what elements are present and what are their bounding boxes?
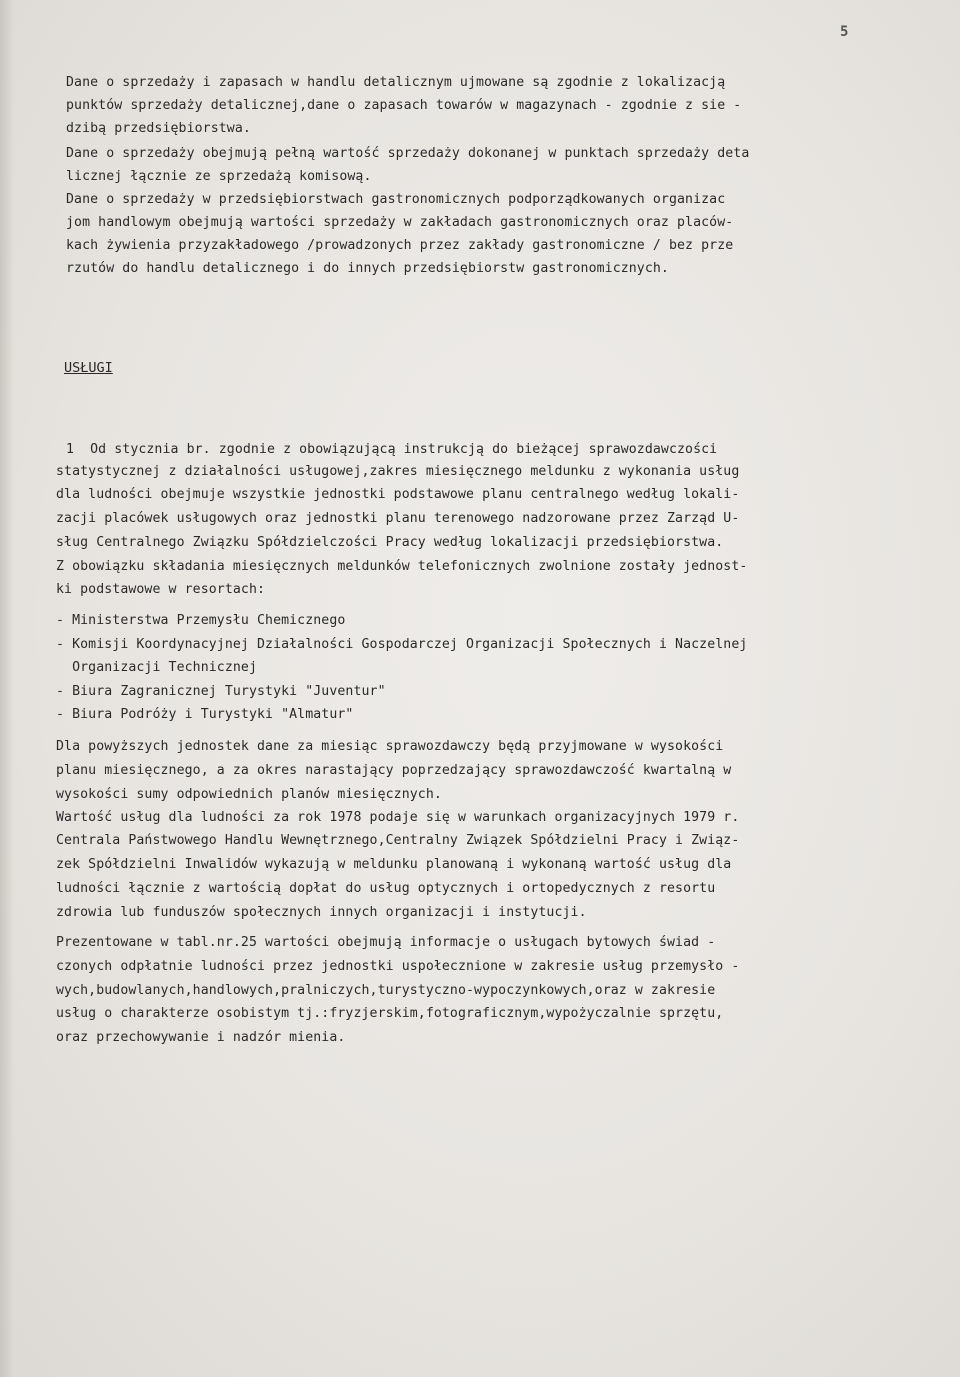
list-item: Organizacji Technicznej — [56, 660, 257, 675]
text-line: usług o charakterze osobistym tj.:fryzjerskim,fotograficznym,wypożyczalnie sprzętu, — [56, 1006, 724, 1021]
text-line: Prezentowane w tabl.nr.25 wartości obejmują informacje o usługach bytowych świad - — [56, 935, 716, 950]
text-line: Centrala Państwowego Handlu Wewnętrznego,Centralny Związek Spółdzielni Pracy i Związ- — [56, 833, 740, 848]
text-line: Dane o sprzedaży i zapasach w handlu detalicznym ujmowane są zgodnie z lokalizacją — [66, 75, 726, 90]
text-line: Z obowiązku składania miesięcznych meldunków telefonicznych zwolnione zostały jednost- — [56, 559, 748, 574]
text-line: punktów sprzedaży detalicznej,dane o zapasach towarów w magazynach - zgodnie z sie - — [66, 98, 742, 113]
text-line: czonych odpłatnie ludności przez jednostki uspołecznione w zakresie usług przemysło - — [56, 959, 740, 974]
text-line: wych,budowlanych,handlowych,pralniczych,turystyczno-wypoczynkowych,oraz w zakresie — [56, 983, 716, 998]
text-line: Dane o sprzedaży w przedsiębiorstwach gastronomicznych podporządkowanych organizac — [66, 192, 726, 207]
list-item: - Biura Zagranicznej Turystyki "Juventur" — [56, 684, 386, 699]
text-line: statystycznej z działalności usługowej,zakres miesięcznego meldunku z wykonania usług — [56, 464, 740, 479]
text-line: wysokości sumy odpowiednich planów miesięcznych. — [56, 787, 442, 802]
page-number: 5 — [840, 24, 849, 40]
text-line: planu miesięcznego, a za okres narastający poprzedzający sprawozdawczość kwartalną w — [56, 763, 732, 778]
list-item: - Biura Podróży i Turystyki "Almatur" — [56, 707, 354, 722]
text-line: oraz przechowywanie i nadzór mienia. — [56, 1030, 346, 1045]
text-line: ludności łącznie z wartością dopłat do usług optycznych i ortopedycznych z resortu — [56, 881, 716, 896]
text-line: kach żywienia przyzakładowego /prowadzonych przez zakłady gastronomiczne / bez prze — [66, 238, 734, 253]
text-line: rzutów do handlu detalicznego i do innych przedsiębiorstw gastronomicznych. — [66, 261, 669, 276]
text-line: jom handlowym obejmują wartości sprzedaży w zakładach gastronomicznych oraz placów- — [66, 215, 734, 230]
list-item: - Ministerstwa Przemysłu Chemicznego — [56, 613, 346, 628]
text-line: 1 Od stycznia br. zgodnie z obowiązującą instrukcją do bieżącej sprawozdawczości — [66, 442, 718, 457]
page-edge-shadow — [0, 0, 14, 1377]
text-line: zdrowia lub funduszów społecznych innych organizacji i instytucji. — [56, 905, 587, 920]
text-line: licznej łącznie ze sprzedażą komisową. — [66, 169, 372, 184]
text-line: zek Spółdzielni Inwalidów wykazują w meldunku planowaną i wykonaną wartość usług dla — [56, 857, 732, 872]
text-line: dla ludności obejmuje wszystkie jednostki podstawowe planu centralnego według lokali- — [56, 487, 740, 502]
section-heading-uslugi: USŁUGI — [64, 360, 113, 376]
text-line: Dla powyższych jednostek dane za miesiąc sprawozdawczy będą przyjmowane w wysokości — [56, 739, 724, 754]
text-line: Dane o sprzedaży obejmują pełną wartość sprzedaży dokonanej w punktach sprzedaży deta — [66, 146, 750, 161]
text-line: Wartość usług dla ludności za rok 1978 podaje się w warunkach organizacyjnych 1979 r. — [56, 810, 740, 825]
text-line: ki podstawowe w resortach: — [56, 582, 266, 597]
text-line: dzibą przedsiębiorstwa. — [66, 121, 251, 136]
list-item: - Komisji Koordynacyjnej Działalności Gospodarczej Organizacji Społecznych i Naczelnej — [56, 637, 748, 652]
text-line: sług Centralnego Związku Spółdzielczości Pracy według lokalizacji przedsiębiorstwa. — [56, 535, 724, 550]
text-line: zacji placówek usługowych oraz jednostki planu terenowego nadzorowane przez Zarząd U- — [56, 511, 740, 526]
